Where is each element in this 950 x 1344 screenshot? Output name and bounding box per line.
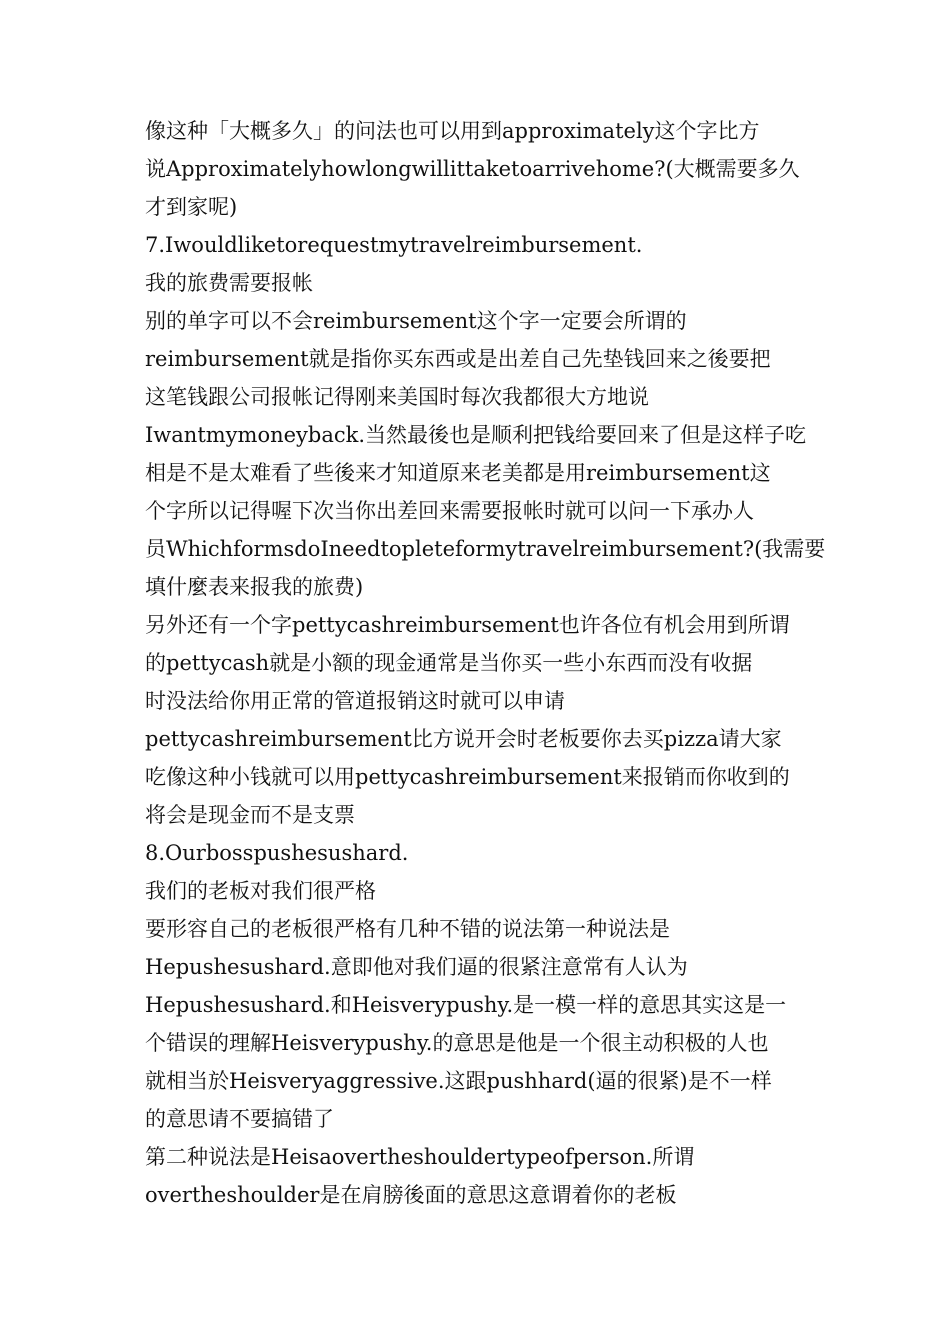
text-line: 说Approximatelyhowlongwillittaketoarrivehome?(大概需要多久 [145, 157, 800, 181]
section-heading-8: 8.Ourbosspushesushard. [145, 841, 409, 865]
text-line: 相是不是太难看了些後来才知道原来老美都是用reimbursement这 [145, 461, 771, 485]
text-line: 时没法给你用正常的管道报销这时就可以申请 [145, 689, 565, 713]
section-translation-8: 我们的老板对我们很严格 [145, 879, 376, 903]
text-line: overtheshoulder是在肩膀後面的意思这意谓着你的老板 [145, 1183, 677, 1207]
text-line: 的pettycash就是小额的现金通常是当你买一些小东西而没有收据 [145, 651, 753, 675]
text-line: Iwantmymoneyback.当然最後也是顺利把钱给要回来了但是这样子吃 [145, 423, 807, 447]
text-line: 就相当於Heisveryaggressive.这跟pushhard(逼的很紧)是不一样 [145, 1069, 772, 1093]
text-line: 吃像这种小钱就可以用pettycashreimbursement来报销而你收到的 [145, 765, 790, 789]
text-line: reimbursement就是指你买东西或是出差自己先垫钱回来之後要把 [145, 347, 771, 371]
text-line: 才到家呢) [145, 195, 238, 219]
document-body [145, 112, 826, 1214]
text-line: 这笔钱跟公司报帐记得刚来美国时每次我都很大方地说 [145, 385, 649, 409]
text-line: 第二种说法是Heisaovertheshouldertypeofperson.所谓 [145, 1145, 695, 1169]
text-line: 要形容自己的老板很严格有几种不错的说法第一种说法是 [145, 917, 670, 941]
text-line: 个错误的理解Heisverypushy.的意思是他是一个很主动积极的人也 [145, 1031, 769, 1055]
text-line: 另外还有一个字pettycashreimbursement也许各位有机会用到所谓 [145, 613, 790, 637]
text-line: 像这种「大概多久」的问法也可以用到approximately这个字比方 [145, 119, 760, 143]
text-line: Hepushesushard.和Heisverypushy.是一模一样的意思其实这是一 [145, 993, 787, 1017]
text-line: Hepushesushard.意即他对我们逼的很紧注意常有人认为 [145, 955, 688, 979]
text-line: 员WhichformsdoIneedtopleteformytravelreimbursement?(我需要 [145, 537, 826, 561]
section-heading-7: 7.Iwouldliketorequestmytravelreimbursement. [145, 233, 643, 257]
section-translation-7: 我的旅费需要报帐 [145, 271, 313, 295]
text-line: 个字所以记得喔下次当你出差回来需要报帐时就可以问一下承办人 [145, 499, 754, 523]
text-line: 将会是现金而不是支票 [145, 803, 355, 827]
text-line: pettycashreimbursement比方说开会时老板要你去买pizza请大家 [145, 727, 782, 751]
text-line: 别的单字可以不会reimbursement这个字一定要会所谓的 [145, 309, 687, 333]
text-line: 填什麼表来报我的旅费) [145, 575, 364, 599]
text-line: 的意思请不要搞错了 [145, 1107, 334, 1131]
